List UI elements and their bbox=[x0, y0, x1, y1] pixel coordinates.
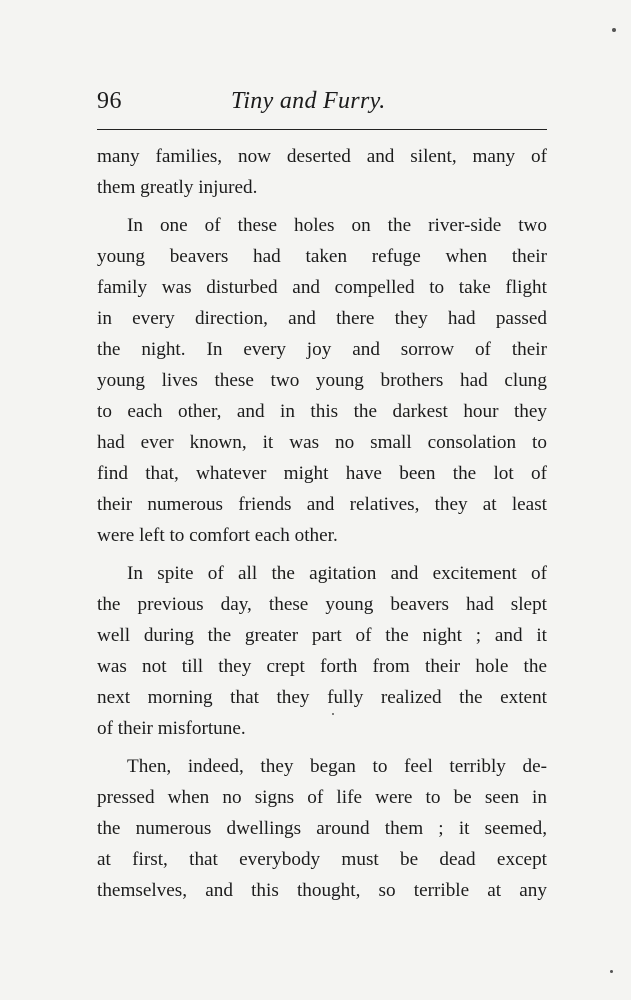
text-line: them greatly injured. bbox=[97, 177, 258, 198]
text-line: the numerous dwellings around them ; it seemed, bbox=[97, 818, 547, 839]
body-text bbox=[97, 141, 547, 906]
text-line: well during the greater part of the night ; and it bbox=[97, 625, 547, 646]
header-rule bbox=[97, 129, 547, 130]
text-line: the previous day, these young beavers had slept bbox=[97, 594, 547, 615]
text-line: In spite of all the agitation and excitement of bbox=[127, 563, 547, 584]
page-number: 96 bbox=[97, 88, 122, 114]
text-line: the night. In every joy and sorrow of their bbox=[97, 339, 547, 360]
text-line: of their misfortune. bbox=[97, 718, 246, 739]
text-line: In one of these holes on the river-side two bbox=[127, 215, 547, 236]
text-line: was not till they crept forth from their hole the bbox=[97, 656, 547, 677]
text-line: find that, whatever might have been the lot of bbox=[97, 463, 547, 484]
paper-speck bbox=[610, 970, 613, 973]
text-line: family was disturbed and compelled to take flight bbox=[97, 277, 547, 298]
paper-speck bbox=[332, 713, 334, 715]
text-line: young beavers had taken refuge when their bbox=[97, 246, 547, 267]
text-line: at first, that everybody must be dead except bbox=[97, 849, 547, 870]
text-line: in every direction, and there they had passed bbox=[97, 308, 547, 329]
text-line: to each other, and in this the darkest hour they bbox=[97, 401, 547, 422]
text-line: had ever known, it was no small consolation to bbox=[97, 432, 547, 453]
page-header bbox=[97, 88, 547, 122]
running-title: Tiny and Furry. bbox=[231, 88, 386, 114]
paper-speck bbox=[612, 28, 616, 32]
paragraph-3 bbox=[97, 558, 547, 744]
text-line: next morning that they fully realized the extent bbox=[97, 687, 547, 708]
paragraph-4 bbox=[97, 751, 547, 906]
paragraph-2 bbox=[97, 210, 547, 551]
text-line: many families, now deserted and silent, many of bbox=[97, 146, 547, 167]
text-line: young lives these two young brothers had clung bbox=[97, 370, 547, 391]
paragraph-1 bbox=[97, 141, 547, 203]
text-line: pressed when no signs of life were to be seen in bbox=[97, 787, 547, 808]
text-line: themselves, and this thought, so terrible at any bbox=[97, 880, 547, 901]
text-line: their numerous friends and relatives, they at least bbox=[97, 494, 547, 515]
text-line: were left to comfort each other. bbox=[97, 525, 338, 546]
text-line: Then, indeed, they began to feel terribly de- bbox=[127, 756, 547, 777]
